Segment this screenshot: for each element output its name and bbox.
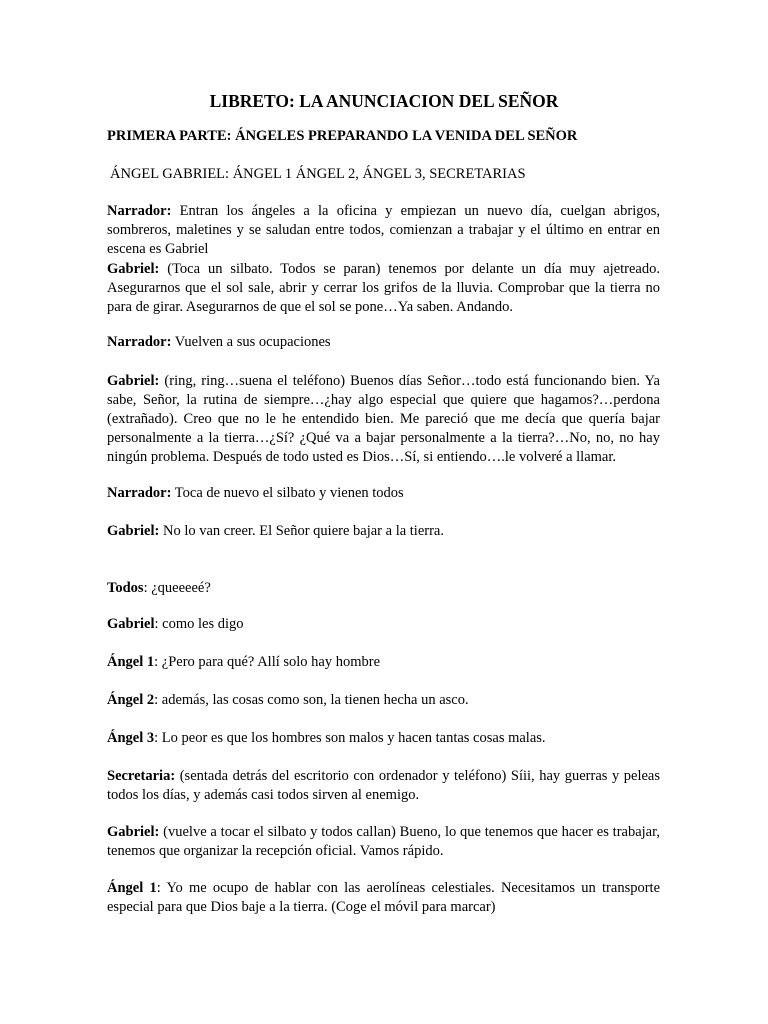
section-heading: PRIMERA PARTE: ÁNGELES PREPARANDO LA VENIDA DEL SEÑOR (107, 128, 578, 144)
speaker-name: Narrador: (107, 334, 172, 350)
dialogue-paragraph (107, 767, 660, 805)
dialogue-text: (ring, ring…suena el teléfono) Buenos días Señor…todo está funcionando bien. Ya sabe, Señor, la rutina de siempre…¿hay algo especial que quiere que hagamos?…perdona (extrañado). Creo que no le he entendido bien. Me pareció que me decía que quería bajar personalmente a la tierra…¿Sí? ¿Qué va a bajar personalmente a la tierra?…No, no, no hay ningún problema. Después de todo usted es Dios…Sí, si entiendo….le volveré a llamar. (107, 373, 660, 465)
speaker-name: Ángel 1 (107, 880, 157, 896)
speaker-name: Gabriel: (107, 824, 160, 840)
dialogue-paragraph (107, 260, 660, 317)
speaker-name: Gabriel: (107, 261, 160, 277)
speaker-name: Secretaria: (107, 768, 176, 784)
dialogue-paragraph (107, 729, 660, 748)
dialogue-text: : Lo peor es que los hombres son malos y hacen tantas cosas malas. (154, 730, 546, 746)
speaker-name: Gabriel: (107, 523, 160, 539)
dialogue-text: Toca de nuevo el silbato y vienen todos (171, 485, 404, 501)
dialogue-text: Entran los ángeles a la oficina y empiezan un nuevo día, cuelgan abrigos, sombreros, maletines y se saludan entre todos, comienzan a trabajar y el último en entrar en escena es Gabriel (107, 203, 660, 257)
dialogue-paragraph (107, 879, 660, 917)
dialogue-text: : Yo me ocupo de hablar con las aerolíneas celestiales. Necesitamos un transporte especial para que Dios baje a la tierra. (Coge el móvil para marcar) (107, 880, 660, 915)
dialogue-paragraph (107, 484, 660, 503)
dialogue-text: : ¿Pero para qué? Allí solo hay hombre (154, 654, 381, 670)
dialogue-text: (sentada detrás del escritorio con ordenador y teléfono) Síii, hay guerras y peleas todos los días, y además casi todos sirven al enemigo. (107, 768, 660, 803)
dialogue-text: No lo van creer. El Señor quiere bajar a la tierra. (159, 523, 444, 539)
speaker-name: Narrador: (107, 485, 172, 501)
dialogue-text: : ¿queeeeé? (143, 580, 211, 596)
dialogue-paragraph (107, 823, 660, 861)
dialogue-paragraph (107, 333, 660, 352)
dialogue-paragraph (107, 653, 660, 672)
speaker-name: Ángel 3 (107, 730, 155, 746)
speaker-name: Gabriel: (107, 373, 160, 389)
dialogue-text: (Toca un silbato. Todos se paran) tenemos por delante un día muy ajetreado. Asegurarnos que el sol sale, abrir y cerrar los grifos de la lluvia. Comprobar que la tierra no para de girar. Asegurarnos de que el sol se pone…Ya saben. Andando. (107, 261, 660, 315)
dialogue-paragraph (107, 522, 660, 541)
cast-list: ÁNGEL GABRIEL: ÁNGEL 1 ÁNGEL 2, ÁNGEL 3, SECRETARIAS (110, 166, 526, 182)
dialogue-text: : como les digo (154, 616, 244, 632)
speaker-name: Narrador: (107, 203, 172, 219)
speaker-name: Todos (107, 580, 144, 596)
dialogue-paragraph (107, 372, 660, 467)
dialogue-text: (vuelve a tocar el silbato y todos callan) Bueno, lo que tenemos que hacer es trabajar, tenemos que organizar la recepción oficial. Vamos rápido. (107, 824, 660, 859)
dialogue-paragraph (107, 202, 660, 259)
dialogue-paragraph (107, 615, 660, 634)
dialogue-paragraph (107, 579, 660, 598)
dialogue-paragraph (107, 691, 660, 710)
dialogue-text: : además, las cosas como son, la tienen hecha un asco. (154, 692, 469, 708)
dialogue-text: Vuelven a sus ocupaciones (171, 334, 331, 350)
speaker-name: Gabriel (107, 616, 155, 632)
document-title: LIBRETO: LA ANUNCIACION DEL SEÑOR (209, 91, 559, 111)
speaker-name: Ángel 1 (107, 654, 155, 670)
speaker-name: Ángel 2 (107, 692, 155, 708)
